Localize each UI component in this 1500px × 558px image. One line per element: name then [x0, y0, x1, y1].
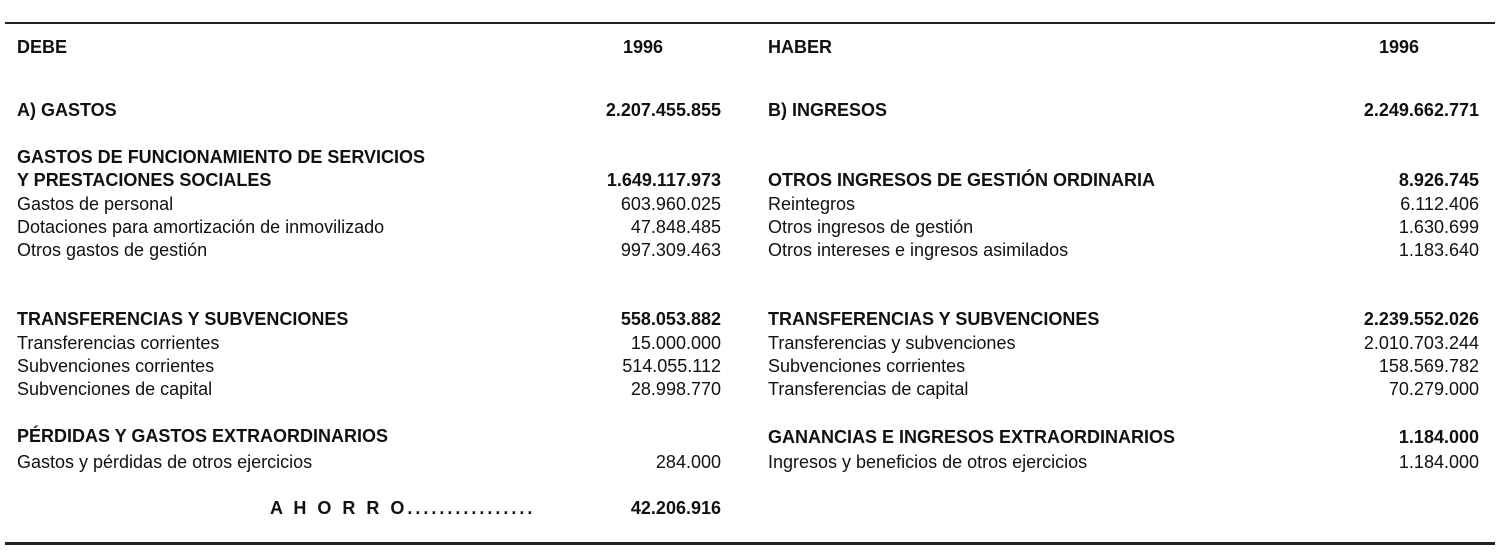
table-row [768, 332, 1479, 355]
debe-header: DEBE [17, 37, 68, 57]
debe-section1-total-row [17, 169, 721, 192]
row-label: Otros ingresos de gestión [768, 217, 974, 237]
row-label: Gastos y pérdidas de otros ejercicios [17, 452, 313, 472]
haber-section1-title: OTROS INGRESOS DE GESTIÓN ORDINARIA [768, 170, 1156, 190]
haber-section2-title-row [768, 308, 1479, 331]
debe-section1-title-line1: GASTOS DE FUNCIONAMIENTO DE SERVICIOS [17, 147, 426, 167]
debe-section2-total: 558.053.882 [620, 309, 721, 329]
row-value: 70.279.000 [1388, 379, 1479, 399]
row-value: 603.960.025 [620, 194, 721, 214]
debe-total-value: 2.207.455.855 [605, 100, 721, 120]
row-label: Transferencias y subvenciones [768, 333, 1016, 353]
debe-total-row [17, 99, 721, 122]
table-row [768, 378, 1479, 401]
row-label: Transferencias de capital [768, 379, 969, 399]
haber-year: 1996 [1378, 37, 1419, 57]
row-label: Subvenciones corrientes [768, 356, 966, 376]
top-rule [5, 22, 1495, 24]
row-label: Subvenciones corrientes [17, 356, 215, 376]
row-value: 514.055.112 [622, 356, 721, 376]
haber-section3-title-row [768, 426, 1479, 449]
haber-section1-total: 8.926.745 [1398, 170, 1479, 190]
row-value: 47.848.485 [630, 217, 721, 237]
row-value: 6.112.406 [1400, 194, 1479, 214]
haber-header: HABER [768, 37, 833, 57]
row-label: Otros intereses e ingresos asimilados [768, 240, 1069, 260]
row-label: Gastos de personal [17, 194, 174, 214]
haber-total-value: 2.249.662.771 [1363, 100, 1479, 120]
debe-section2-title: TRANSFERENCIAS Y SUBVENCIONES [17, 309, 349, 329]
row-value: 158.569.782 [1378, 356, 1479, 376]
table-row [768, 451, 1479, 474]
haber-section2-title: TRANSFERENCIAS Y SUBVENCIONES [768, 309, 1100, 329]
table-row [17, 193, 721, 216]
row-value: 997.309.463 [620, 240, 721, 260]
bottom-rule [5, 542, 1495, 545]
ahorro-value: 42.206.916 [630, 498, 721, 518]
debe-section1-title-line2: Y PRESTACIONES SOCIALES [17, 170, 272, 190]
haber-section2-total: 2.239.552.026 [1363, 309, 1479, 329]
debe-section3-title-row [17, 425, 721, 448]
row-value: 1.184.000 [1398, 452, 1479, 472]
table-row [17, 239, 721, 262]
haber-section3-title: GANANCIAS E INGRESOS EXTRAORDINARIOS [768, 427, 1176, 447]
row-value: 28.998.770 [630, 379, 721, 399]
table-row [768, 193, 1479, 216]
ahorro-row [17, 498, 721, 521]
table-row [768, 216, 1479, 239]
table-row [17, 216, 721, 239]
table-row [17, 378, 721, 401]
debe-total-label: A) GASTOS [17, 100, 117, 120]
haber-section1-title-row [768, 169, 1479, 192]
row-label: Otros gastos de gestión [17, 240, 208, 260]
row-label: Subvenciones de capital [17, 379, 213, 399]
table-row [17, 451, 721, 474]
row-value: 2.010.703.244 [1363, 333, 1479, 353]
table-row [768, 355, 1479, 378]
debe-year: 1996 [622, 37, 663, 57]
debe-section2-title-row [17, 308, 721, 331]
row-value: 284.000 [655, 452, 721, 472]
debe-section1-total: 1.649.117.973 [606, 170, 721, 190]
row-value: 1.630.699 [1398, 217, 1479, 237]
debe-header-row [17, 36, 721, 59]
haber-section3-total: 1.184.000 [1398, 427, 1479, 447]
haber-total-row [768, 99, 1479, 122]
ahorro-label: A H O R R O................ [270, 498, 536, 518]
row-value: 15.000.000 [630, 333, 721, 353]
haber-header-row [768, 36, 1479, 59]
row-label: Dotaciones para amortización de inmovilizado [17, 217, 385, 237]
row-label: Ingresos y beneficios de otros ejercicios [768, 452, 1088, 472]
row-label: Transferencias corrientes [17, 333, 220, 353]
debe-section3-title: PÉRDIDAS Y GASTOS EXTRAORDINARIOS [17, 426, 389, 446]
table-row [768, 239, 1479, 262]
table-row [17, 355, 721, 378]
table-row [17, 332, 721, 355]
debe-section1-title-row [17, 146, 721, 169]
row-value: 1.183.640 [1398, 240, 1479, 260]
haber-total-label: B) INGRESOS [768, 100, 888, 120]
row-label: Reintegros [768, 194, 856, 214]
